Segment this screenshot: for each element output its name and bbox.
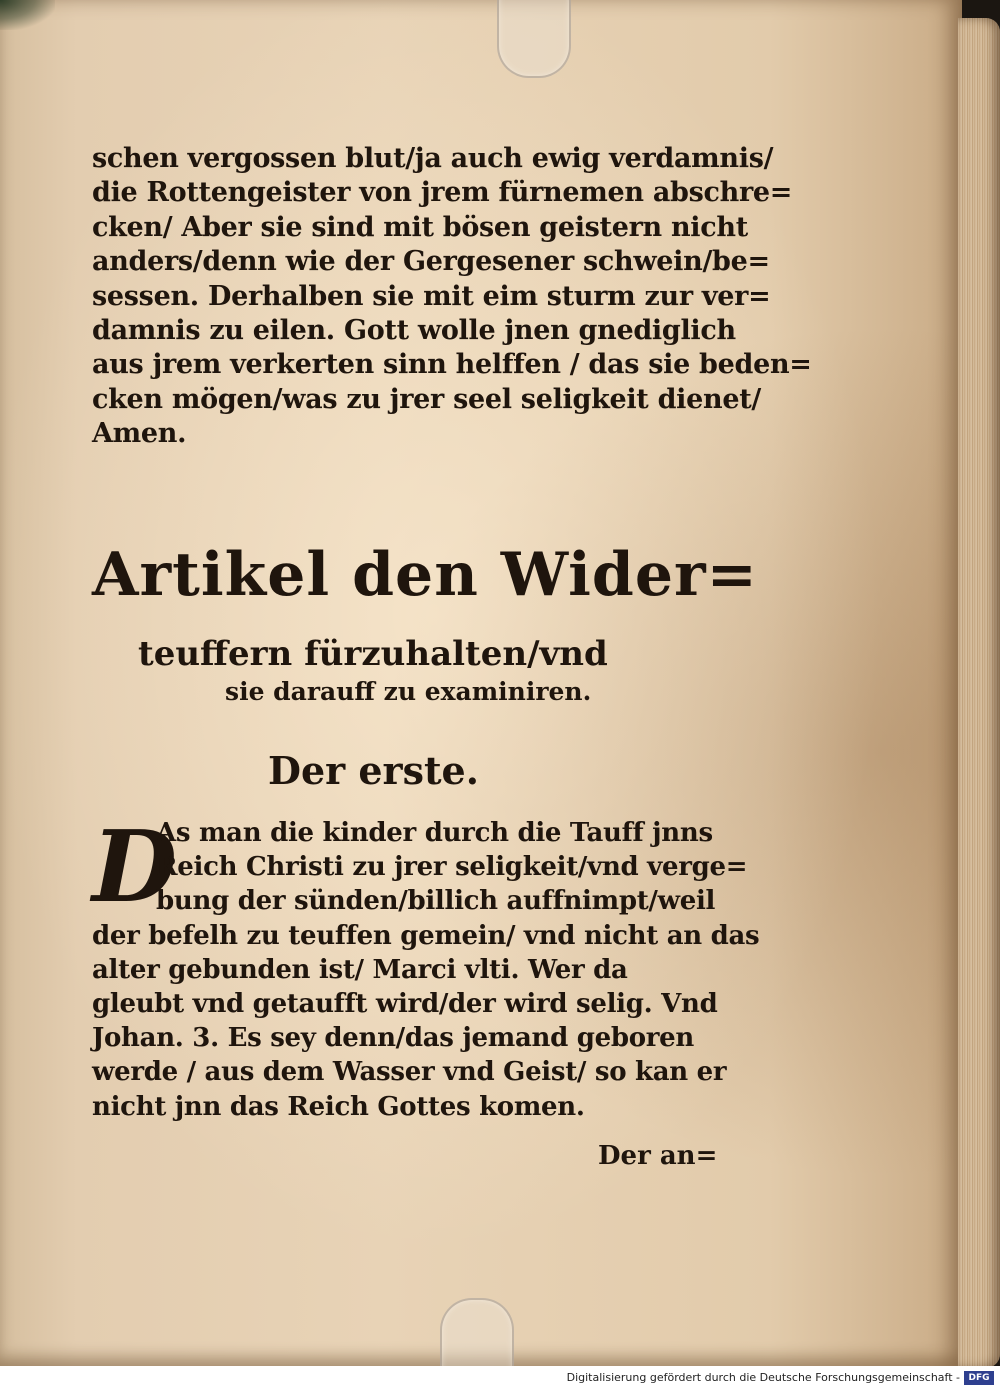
body-line: schen vergossen blut/ja auch ewig verdamnis/ — [92, 143, 774, 174]
footer-credit: Digitalisierung gefördert durch die Deutsche Forschungsgemeinschaft - — [566, 1371, 960, 1384]
body-line: damnis zu eilen. Gott wolle jnen gnediglich — [92, 315, 736, 347]
paragraph-line: As man die kinder durch die Tauff jnns — [156, 818, 713, 848]
title-line-1: Artikel den Wider= — [92, 540, 758, 610]
paragraph-line: gleubt vnd getaufft wird/der wird selig. Vnd — [92, 989, 718, 1020]
body-line: Amen. — [92, 418, 187, 450]
body-line: die Rottengeister von jrem fürnemen abschre= — [92, 177, 793, 209]
paragraph-line: werde / aus dem Wasser vnd Geist/ so kan er — [92, 1057, 727, 1088]
decorated-initial: D — [92, 810, 177, 925]
paragraph-line: alter gebunden ist/ Marci vlti. Wer da — [92, 954, 628, 985]
paragraph-line: Johan. 3. Es sey denn/das jemand geboren — [92, 1023, 695, 1054]
glass-clip-top — [497, 0, 571, 78]
paragraph-line: nicht jnn das Reich Gottes komen. — [92, 1091, 585, 1122]
bleed-through-text — [300, 470, 314, 517]
page-edges — [958, 18, 1000, 1368]
body-line: cken mögen/was zu jrer seel seligkeit dienet/ — [92, 383, 761, 415]
paragraph-line: bung der sünden/billich auffnimpt/weil — [156, 886, 716, 917]
page-corner-shadow — [0, 0, 55, 30]
title-line-2: teuffern fürzuhalten/vnd — [138, 634, 608, 674]
catchword: Der an= — [598, 1141, 718, 1171]
body-text — [92, 142, 812, 452]
body-line: cken/ Aber sie sind mit bösen geistern nicht — [92, 211, 748, 243]
paragraph-line: der befelh zu teuffen gemein/ vnd nicht an das — [92, 920, 760, 951]
body-line: aus jrem verkerten sinn helffen / das sie beden= — [92, 349, 812, 381]
dfg-logo: DFG — [964, 1371, 994, 1385]
body-line: anders/denn wie der Gergesener schwein/be= — [92, 246, 770, 278]
article-paragraph — [92, 810, 760, 1124]
title-line-3: sie darauff zu examiniren. — [225, 677, 592, 706]
body-line: sessen. Derhalben sie mit eim sturm zur ver= — [92, 280, 771, 312]
footer-bar — [0, 1366, 1000, 1391]
section-heading: Der erste. — [268, 748, 479, 793]
paragraph-line: Reich Christi zu jrer seligkeit/vnd verge= — [156, 852, 748, 883]
